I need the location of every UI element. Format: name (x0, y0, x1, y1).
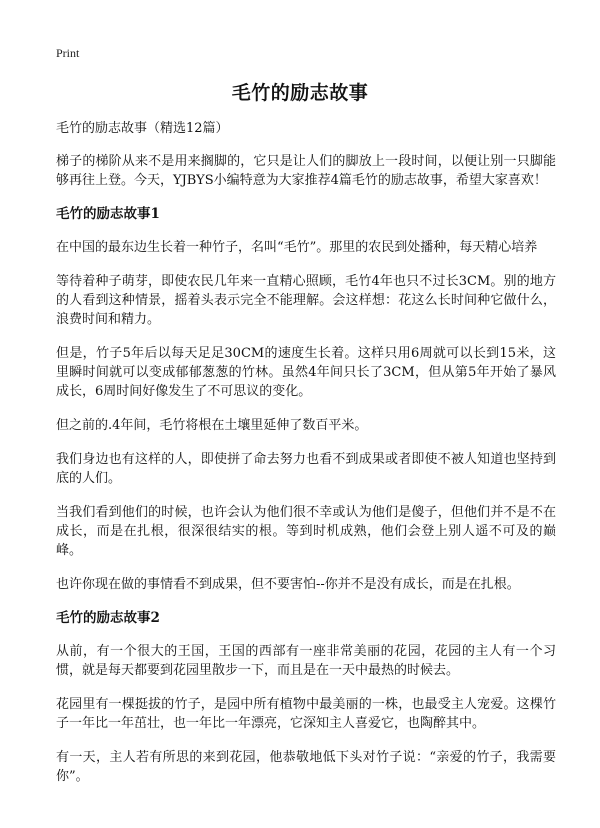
article-subtitle: 毛竹的励志故事（精选12篇） (56, 121, 229, 136)
paragraph: 我们身边也有这样的人，即使拼了命去努力也看不到成果或者即使不被人知道也坚持到底的人们。 (56, 452, 556, 486)
print-link[interactable]: Print (56, 46, 80, 60)
paragraph: 从前，有一个很大的王国，王国的西部有一座非常美丽的花园，花园的主人有一个习惯，就是每天都要到花园里散步一下，而且是在一天中最热的时候去。 (56, 644, 556, 678)
section-heading: 毛竹的励志故事1 (56, 206, 160, 222)
article-body (56, 120, 556, 801)
paragraph: 也许你现在做的事情看不到成果，但不要害怕--你并不是没有成长，而是在扎根。 (56, 577, 520, 592)
paragraph: 但之前的.4年间，毛竹将根在土壤里延伸了数百平米。 (56, 418, 368, 433)
paragraph: 等待着种子萌芽，即使农民几年来一直精心照顾，毛竹4年也只不过长3CM。别的地方的人看到这种情景，摇着头表示完全不能理解。会这样想：花这么长时间种它做什么，浪费时间和精力。 (56, 274, 556, 327)
paragraph: 当我们看到他们的时候，也许会认为他们很不幸或认为他们是傻子，但他们并不是不在成长，而是在扎根，很深很结实的根。等到时机成熟，他们会登上别人遥不可及的巅峰。 (56, 505, 556, 558)
paragraph: 但是，竹子5年后以每天足足30CM的速度生长着。这样只用6周就可以长到15米，这里瞬时间就可以变成郁郁葱葱的竹林。虽然4年间只长了3CM，但从第5年开始了暴风成长，6周时间好像发生了不可思议的变化。 (56, 346, 556, 399)
paragraph: 有一天，主人若有所思的来到花园，他恭敬地低下头对竹子说：“亲爱的竹子，我需要你”。 (56, 750, 556, 784)
paragraph: 花园里有一棵挺拔的竹子，是园中所有植物中最美丽的一株，也最受主人宠爱。这棵竹子一年比一年茁壮，也一年比一年漂亮，它深知主人喜爱它，也陶醉其中。 (56, 697, 556, 731)
intro-paragraph: 梯子的梯阶从来不是用来搁脚的，它只是让人们的脚放上一段时间，以便让别一只脚能够再往上登。今天，YJBYS小编特意为大家推荐4篇毛竹的励志故事，希望大家喜欢！ (56, 154, 556, 188)
paragraph: 在中国的最东边生长着一种竹子，名叫“毛竹”。那里的农民到处播种，每天精心培养 (56, 240, 538, 255)
section-heading: 毛竹的励志故事2 (56, 610, 160, 626)
article-title: 毛竹的励志故事 (231, 82, 369, 104)
